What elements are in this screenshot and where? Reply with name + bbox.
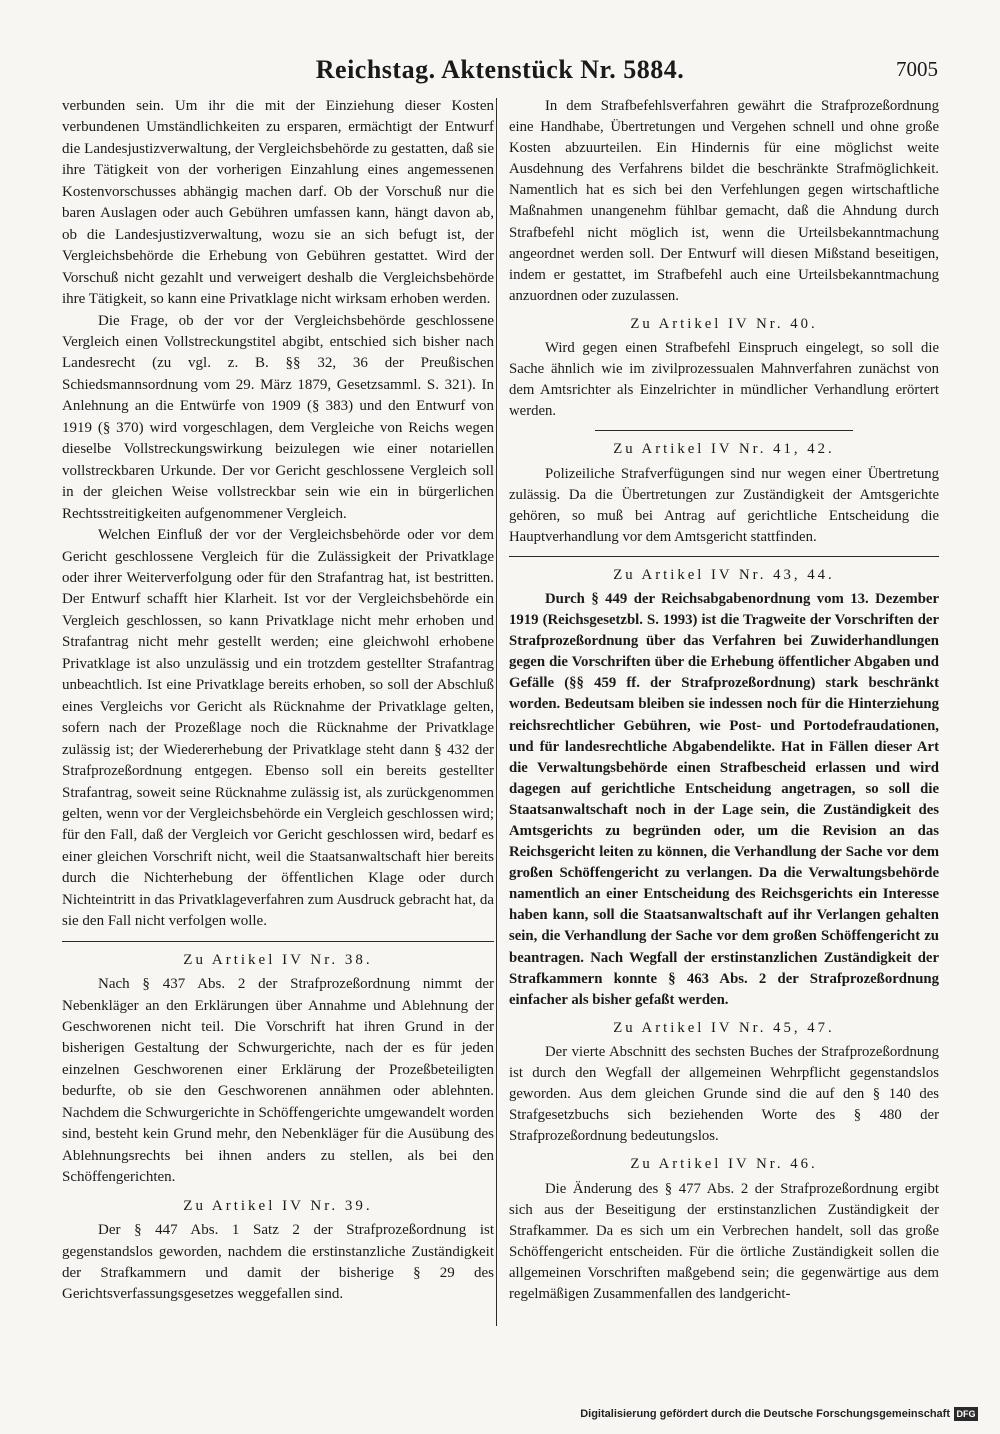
paragraph: verbunden sein. Um ihr die mit der Einziehung dieser Kosten verbundenen Umständlichkeiten zu ersparen, ermächtigt der Entwurf die Landesjustizverwaltung, der Vergleichsbehörde zu gestatten, daß sie ihre Tätigkeit von der vorherigen Einzahlung eines angemessenen Kostenvorschusses abhängig machen darf. Ob der Vorschuß nur die baren Auslagen oder auch Gebühren umfassen kann, hängt davon ab, ob die Landesjustizverwaltung, wozu sie an sich befugt ist, der Vergleichsbehörde die Erhebung von Gebühren gestattet. Wird der Vorschuß nicht gezahlt und verweigert deshalb die Vergleichsbehörde ihre Tätigkeit, so kann eine Privatklage nicht wirksam erhoben werden. [62,98,494,308]
page-number: 7005 [896,57,938,81]
paragraph: In dem Strafbefehlsverfahren gewährt die Strafprozeßordnung eine Handhabe, Übertretungen und Vergehen schnell und ohne große Kosten abzuurteilen. Ein Hindernis für eine möglichst weite Ausdehnung des Verfahrens bildet die beschränkte Strafmöglichkeit. Namentlich hat es sich bei den Verfehlungen gegen wirtschaftliche Maßnahmen unangenehm fühlbar gemacht, daß die Ahndung durch Strafbefehl nicht möglich ist, wenn die Urteilsbekanntmachung angeordnet werden soll. Der Entwurf will diesen Mißstand beseitigen, indem er gestattet, im Strafbefehl auch eine Urteilsbekanntmachung anzuordnen oder zuzulassen. [509,98,939,304]
paragraph: Die Frage, ob der vor der Vergleichsbehörde geschlossene Vergleich einen Vollstreckungstitel abgibt, entschied sich bisher nach Landesrecht (zu vgl. z. B. §§ 32, 36 der Preußischen Schiedsmannsordnung vom 29. März 1879, Gesetzsamml. S. 321). In Anlehnung an die Entwürfe von 1909 (§ 383) und den Entwurf von 1919 (§ 370) wird vorgeschlagen, dem Vergleiche von Reichs wegen dieselbe Vollstreckungswirkung beizulegen wie einer notariellen vollstreckbaren Urkunde. Der vor Gericht geschlossene Vergleich soll in der gleichen Weise vollstreckbar sein wie ein in bürgerlichen Rechtsstreitigkeiten aufgenommener Vergleich. [62,312,494,522]
right-column [509,96,939,1305]
section-heading: Zu Artikel IV Nr. 41, 42. [613,441,835,458]
paragraph: Nach § 437 Abs. 2 der Strafprozeßordnung nimmt der Nebenkläger an den Erklärungen über Annahme und Ablehnung der Geschworenen nicht teil. Die Vorschrift hat ihren Grund in der bisherigen Gestaltung der Schwurgerichte, nach der es für jeden einzelnen Geschworenen einer Erklärung der Prozeßbeteiligten bedurfte, ob sie den Geschworenen annähmen oder ablehnten. Nachdem die Schwurgerichte in Schöffengerichte umgewandelt worden sind, besteht kein Grund mehr, den Nebenkläger für die Ausübung des Ablehnungsrechts bei ihnen anders zu stellen, als bei den Schöffengerichten. [62,976,494,1186]
section-heading: Zu Artikel IV Nr. 39. [183,1197,373,1214]
section-heading: Zu Artikel IV Nr. 43, 44. [613,566,835,583]
section-heading: Zu Artikel IV Nr. 38. [183,951,373,968]
dfg-logo-icon: DFG [954,1407,978,1421]
paragraph: Die Änderung des § 477 Abs. 2 der Strafprozeßordnung ergibt sich aus der Beseitigung der erstinstanzlichen Zuständigkeit der Strafkammer. Da es sich um ein Verbrechen handelt, soll das große Schöffengericht entscheiden. Für die örtliche Zuständigkeit sollen die allgemeinen Vorschriften maßgebend sein; die gegenwärtige aus dem regelmäßigen Zusammenfallen des landgericht- [509,1180,939,1302]
credit-text: Digitalisierung gefördert durch die Deutsche Forschungsgemeinschaft [580,1408,950,1420]
left-column [62,96,494,1306]
section-heading: Zu Artikel IV Nr. 45, 47. [613,1019,835,1036]
digitization-credit [580,1407,978,1421]
section-divider [62,941,494,942]
paragraph: Welchen Einfluß der vor der Vergleichsbehörde oder vor dem Gericht geschlossene Vergleich für die Zulässigkeit der Privatklage oder ihrer Weiterverfolgung oder für den Strafantrag hat, ist bestritten. Der Entwurf schafft hier Klarheit. Ist vor der Vergleichsbehörde ein Vergleich geschlossen, so kann Privatklage nicht mehr erhoben und Strafantrag nicht mehr gestellt werden; eine gleichwohl erhobene Privatklage ist also unzulässig und ein trotzdem gestellter Strafantrag unbeachtlich. Ist eine Privatklage bereits erhoben, so soll der Abschluß eines Vergleichs vor Gericht als Rücknahme der Privatklage gelten, sofern nach der Prozeßlage noch die Rücknahme der Privatklage zulässig ist; der Wiedererhebung der Privatklage steht dann § 432 der Strafprozeßordnung entgegen. Ebenso soll ein bereits gestellter Strafantrag, soweit seine Rücknahme zulässig ist, als zurückgenommen gelten, wenn vor der Vergleichsbehörde ein Vergleich geschlossen wird; für den Fall, daß der Vergleich vor Gericht geschlossen wird, bedarf es einer gleichen Vorschrift nicht, weil die Staatsanwaltschaft hier bereits durch die Nichterhebung der öffentlichen Klage oder durch Nichteintritt in das Privatklageverfahren zum Ausdruck gebracht hat, da sie den Fall nicht verfolgen wolle. [62,527,494,930]
paragraph: Durch § 449 der Reichsabgabenordnung vom 13. Dezember 1919 (Reichsgesetzbl. S. 1993) ist die Tragweite der Vorschriften der Strafprozeßordnung über das Verfahren bei Zuwiderhandlungen gegen die Vorschriften über die Erhebung öffentlicher Abgaben und Gefälle (§§ 459 ff. der Strafprozeßordnung) stark beschränkt worden. Bedeutsam bleiben sie indessen noch für die Hinterziehung reichsrechtlicher Gebühren, wie Post- und Portodefraudationen, und für landesrechtliche Abgabendelikte. Hat in Fällen dieser Art die Verwaltungsbehörde einen Strafbescheid erlassen und wird dagegen auf gerichtliche Entscheidung angetragen, so soll die Staatsanwaltschaft noch in der Lage sein, die Zuständigkeit des Amtsgerichts zu begründen oder, um die Revision an das Reichsgericht leiten zu können, die Verhandlung der Sache vor dem großen Schöffengericht zu verlangen. Da die Verwaltungsbehörde namentlich an einer Entscheidung des Reichsgerichts ein Interesse haben kann, soll die Staatsanwaltschaft auf ihr Verlangen gehalten sein, die Verhandlung der Sache vor dem großen Schöffengericht zu beantragen. Nach Wegfall der erstinstanzlichen Zuständigkeit der Strafkammern konnte § 463 Abs. 2 der Strafprozeßordnung einfacher als bisher gefaßt werden. [509,590,939,1008]
document-title: Reichstag. Aktenstück Nr. 5884. [315,55,685,84]
section-divider [595,430,853,431]
paragraph: Wird gegen einen Strafbefehl Einspruch eingelegt, so soll die Sache ähnlich wie im zivilprozessualen Mahnverfahren zunächst von dem Amtsrichter als Einzelrichter in mündlicher Verhandlung erörtert werden. [509,340,939,420]
paragraph: Polizeiliche Strafverfügungen sind nur wegen einer Übertretung zulässig. Da die Übertretungen zur Zuständigkeit der Amtsgerichte gehören, so muß bei Antrag auf gerichtliche Entscheidung die Hauptverhandlung vor dem Amtsgericht stattfinden. [509,465,939,545]
paragraph: Der vierte Abschnitt des sechsten Buches der Strafprozeßordnung ist durch den Wegfall der allgemeinen Wehrpflicht gegenstandslos geworden. Aus dem gleichen Grunde sind die auf den § 140 des Strafgesetzbuchs sich beziehenden Worte des § 480 der Strafprozeßordnung bedeutungslos. [509,1043,939,1145]
page-header [62,55,938,91]
section-heading: Zu Artikel IV Nr. 46. [630,1156,818,1173]
column-divider [496,98,497,1326]
paragraph: Der § 447 Abs. 1 Satz 2 der Strafprozeßordnung ist gegenstandslos geworden, nachdem die erstinstanzliche Zuständigkeit der Strafkammern und damit der bisherige § 29 des Gerichtsverfassungsgesetzes weggefallen sind. [62,1222,494,1303]
section-divider [509,556,939,557]
section-heading: Zu Artikel IV Nr. 40. [630,315,818,332]
